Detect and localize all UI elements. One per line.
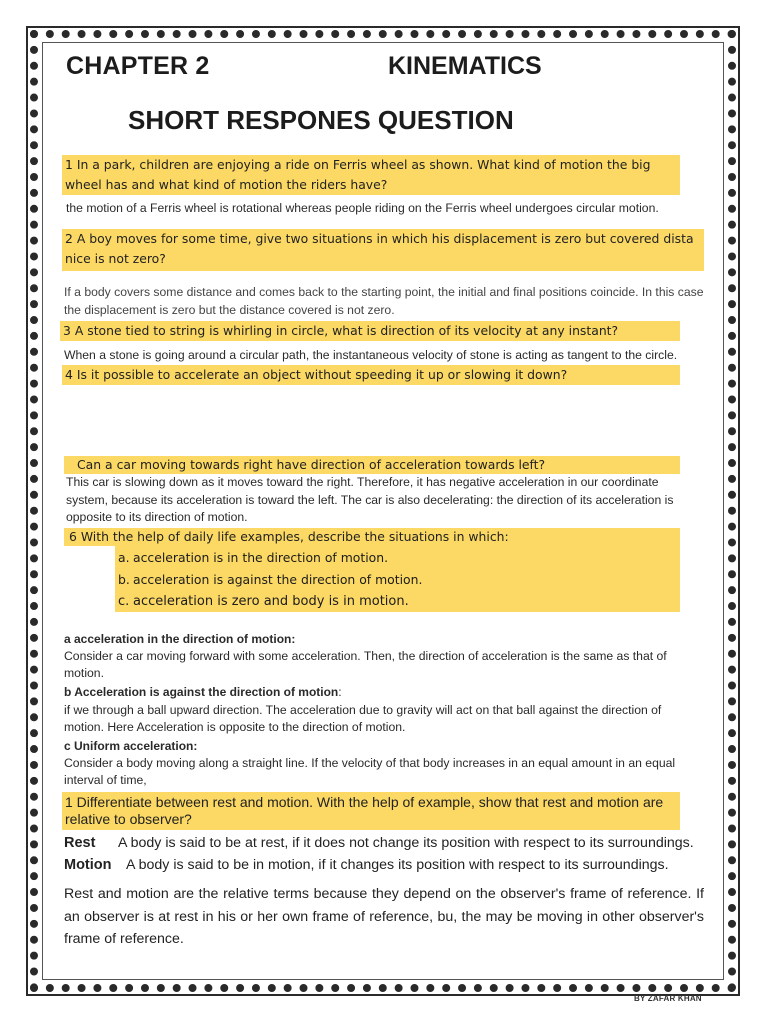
option-a <box>118 547 388 569</box>
motion-term: Motion <box>64 857 112 873</box>
motion-definition: A body is said to be in motion, if it changes its position with respect to its surroundings. <box>126 857 669 873</box>
question-2-line-1: 2 A boy moves for some time, give two situations in which his displacement is zero but covered dista <box>65 231 694 246</box>
motion-definition-row <box>64 854 714 876</box>
answer-6a-text: Consider a car moving forward with some acceleration. Then, the direction of acceleration is the same as that of motion. <box>64 649 667 680</box>
rest-definition: A body is said to be at rest, if it does not change its position with respect to its surroundings. <box>118 835 694 851</box>
option-c-text: acceleration is zero and body is in motion. <box>133 594 409 609</box>
question-2 <box>62 229 704 271</box>
option-a-text: acceleration is in the direction of motion. <box>133 550 389 565</box>
question-2-line-2: nice is not zero? <box>65 251 166 266</box>
answer-3: When a stone is going around a circular path, the instantaneous velocity of stone is acting as tangent to the circle. <box>64 348 678 362</box>
option-c <box>118 591 409 613</box>
question-1: 1 In a park, children are enjoying a ride on Ferris wheel as shown. What kind of motion the big wheel has and what kind of motion the riders have? <box>62 155 680 195</box>
option-a-letter: a. <box>118 550 130 565</box>
question-3: 3 A stone tied to string is whirling in circle, what is direction of its velocity at any instant? <box>60 321 680 341</box>
long-question-1: 1 Differentiate between rest and motion. With the help of example, show that rest and motion are relative to observer? <box>62 792 680 830</box>
chapter-title: CHAPTER 2 <box>66 52 210 80</box>
question-5: Can a car moving towards right have direction of acceleration towards left? <box>64 456 680 474</box>
option-b <box>118 569 422 591</box>
answer-6c-text: Consider a body moving along a straight line. If the velocity of that body increases in an equal amount in an equal interval of time, <box>64 756 676 787</box>
option-b-letter: b. <box>118 572 130 587</box>
answer-6b-colon: : <box>338 685 342 699</box>
answer-6b-heading-row <box>64 683 342 701</box>
answer-6b-heading: b Acceleration is against the direction of motion <box>64 685 339 699</box>
answer-6b-text: if we through a ball upward direction. The acceleration due to gravity will act on that ball against the direction of motion. Here Acceleration is opposite to the direction of motion. <box>64 703 662 734</box>
rest-term: Rest <box>64 835 96 851</box>
author-footer: BY ZAFAR KHAN <box>634 994 702 1003</box>
rest-motion-conclusion: Rest and motion are the relative terms because they depend on the observer's frame of reference. If an observer is at rest in his or her own frame of reference, bu, the may be moving in other observer's frame of reference. <box>64 886 704 947</box>
question-4: 4 Is it possible to accelerate an object without speeding it up or slowing it down? <box>62 365 680 385</box>
section-title: SHORT RESPONES QUESTION <box>128 105 514 135</box>
answer-6c-heading: c Uniform acceleration: <box>64 739 198 753</box>
question-6: 6 With the help of daily life examples, describe the situations in which: <box>64 528 680 546</box>
answer-1: the motion of a Ferris wheel is rotational whereas people riding on the Ferris wheel undergoes circular motion. <box>66 201 659 215</box>
option-c-letter: c. <box>118 594 130 609</box>
answer-2: If a body covers some distance and comes back to the starting point, the initial and final positions coincide. In this case the displacement is zero but the distance covered is not zero. <box>64 285 704 317</box>
answer-5: This car is slowing down as it moves toward the right. Therefore, it has negative acceleration in our coordinate system, because its acceleration is toward the left. The car is also decelerating: the direction of its acceleration is opposite to its direction of motion. <box>66 475 674 524</box>
option-b-text: acceleration is against the direction of motion. <box>133 572 423 587</box>
subject-title: KINEMATICS <box>388 52 542 80</box>
answer-6a-heading: a acceleration in the direction of motion: <box>64 632 296 646</box>
rest-definition-row <box>64 832 714 854</box>
